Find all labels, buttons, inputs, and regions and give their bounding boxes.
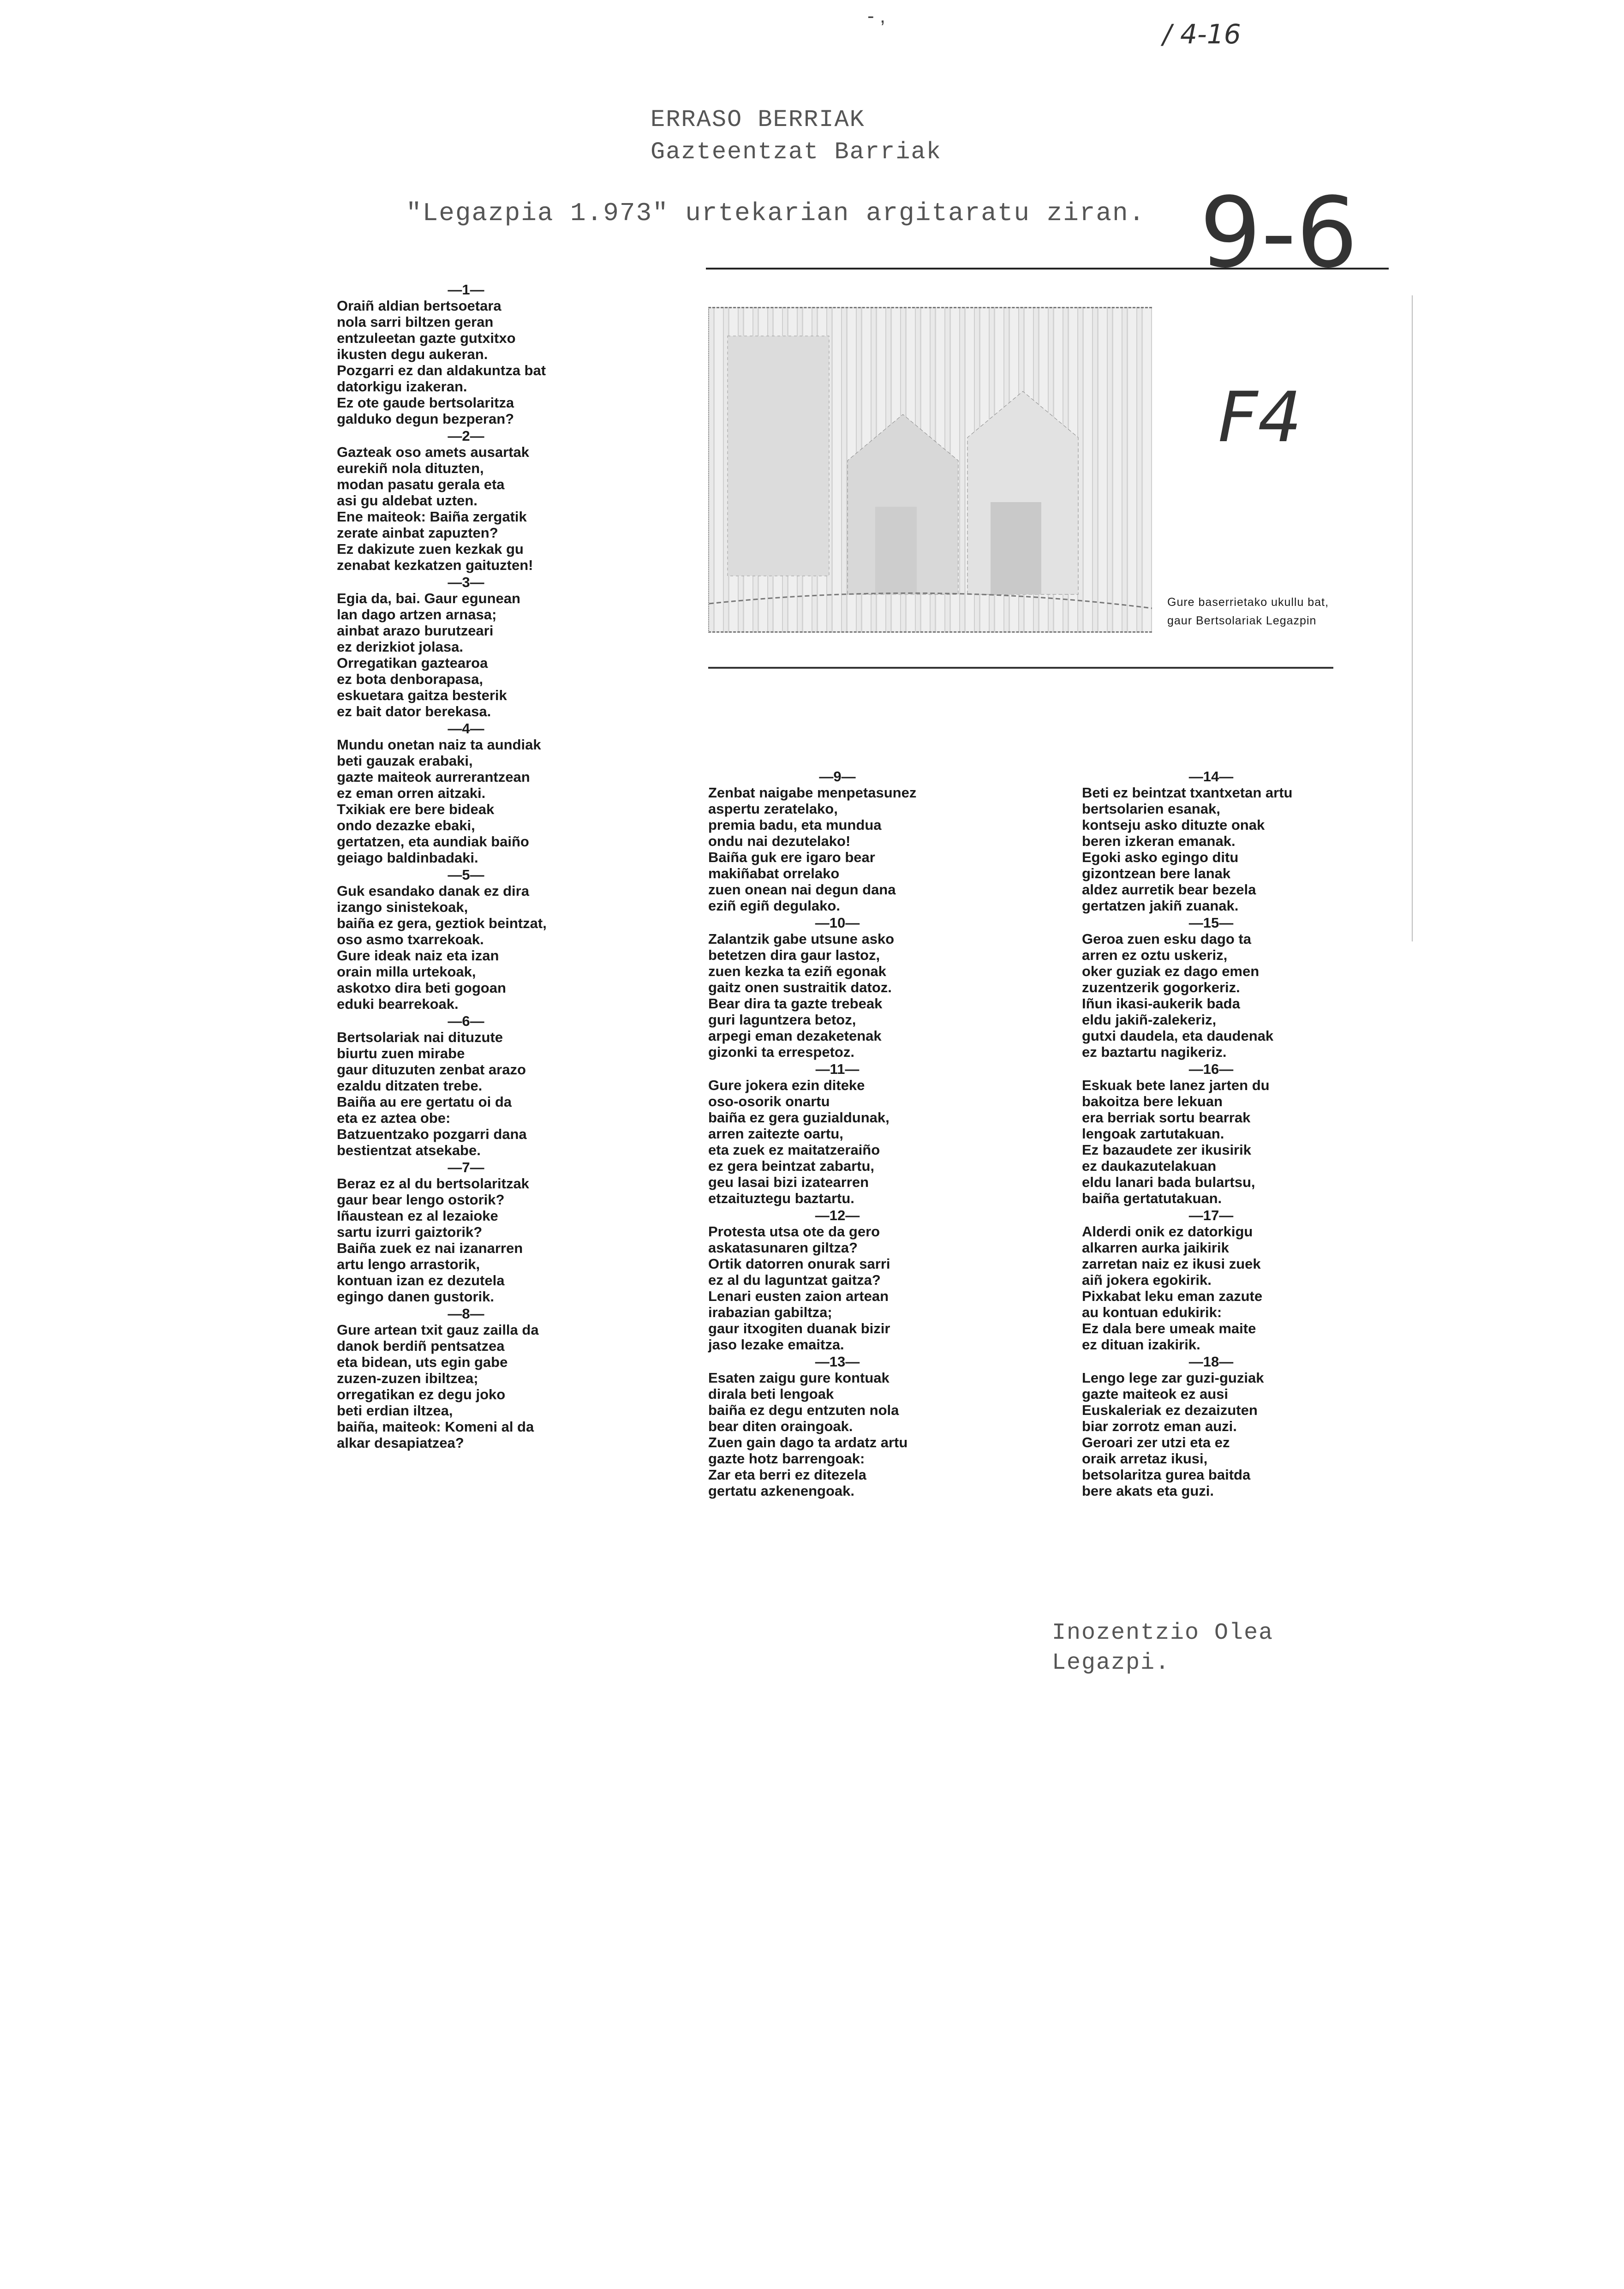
verse-line: eta ez aztea obe: (337, 1110, 451, 1126)
verse-number: —18— (1188, 1354, 1234, 1370)
verse (337, 1013, 595, 1158)
verse-number: —17— (1188, 1207, 1234, 1223)
header-rule (706, 268, 1389, 270)
scan-edge-line (1412, 295, 1413, 941)
verse-line: zarretan naiz ez ikusi zuek (1082, 1256, 1261, 1272)
verse-line: Oraiñ aldian bertsoetara (337, 298, 502, 314)
verse-line: artu lengo arrastorik, (337, 1256, 480, 1272)
verse-line: zuzentzerik gogorkeriz. (1082, 979, 1240, 995)
verse-line: Egoki asko egingo ditu (1082, 849, 1239, 865)
verse-line: biurtu zuen mirabe (337, 1045, 465, 1061)
verse-line: Esaten zaigu gure kontuak (708, 1370, 890, 1386)
verse-line: bear diten oraingoak. (708, 1418, 853, 1434)
verse-line: Zuen gain dago ta ardatz artu (708, 1434, 908, 1450)
verse-number: —4— (448, 720, 484, 737)
verse-line: zuzen-zuzen ibiltzea; (337, 1370, 478, 1386)
verse-line: Ortik datorren onurak sarri (708, 1256, 890, 1272)
verse-line: gertatzen, eta aundiak baiño (337, 833, 529, 850)
verse-number: —13— (815, 1354, 860, 1370)
verse-line: izango sinistekoak, (337, 899, 468, 915)
verse-line: dirala beti lengoak (708, 1386, 834, 1402)
verse-line: ez dituan izakirik. (1082, 1336, 1200, 1353)
verse-line: Zar eta berri ez ditezela (708, 1467, 866, 1483)
verse-line: egingo danen gustorik. (337, 1288, 495, 1305)
author-place: Legazpi. (1052, 1650, 1170, 1676)
verse-line: gaitz onen sustraitik datoz. (708, 979, 892, 995)
verse-line: zenabat kezkatzen gaituzten! (337, 557, 533, 573)
handwritten-number: 9-6 (1200, 176, 1358, 289)
verse-line: Txikiak ere bere bideak (337, 801, 495, 817)
verse-line: eta bidean, uts egin gabe (337, 1354, 508, 1370)
verse-number: —6— (448, 1013, 484, 1029)
verse-line: Lenari eusten zaion artean (708, 1288, 889, 1304)
verse-line: gazte hotz barrengoak: (708, 1450, 865, 1467)
verse-line: ezaldu ditzaten trebe. (337, 1078, 483, 1094)
top-mark: - , (867, 5, 886, 27)
verse-line: bertsolarien esanak, (1082, 801, 1220, 817)
verse-line: ez al du laguntzat gaitza? (708, 1272, 881, 1288)
verse (708, 915, 967, 1060)
verse (337, 428, 595, 573)
verse (1082, 915, 1340, 1060)
verse-line: aspertu zeratelako, (708, 801, 838, 817)
verse-line: entzuleetan gazte gutxitxo (337, 330, 516, 346)
verse (1082, 1354, 1340, 1499)
verse-line: asi gu aldebat uzten. (337, 492, 478, 509)
verse-line: orain milla urtekoak, (337, 964, 476, 980)
caption-line: gaur Bertsolariak Legazpin (1167, 614, 1317, 627)
verse-number: —1— (448, 282, 484, 298)
verse-number: —16— (1188, 1061, 1234, 1077)
verse (337, 720, 595, 866)
verse-line: makiñabat orrelako (708, 865, 840, 881)
verse-line: oker guziak ez dago emen (1082, 963, 1260, 979)
verse (337, 282, 595, 427)
verse-line: eta zuek ez maitatzeraiño (708, 1142, 880, 1158)
verse-line: askotxo dira beti gogoan (337, 980, 506, 996)
verse-line: baiña ez gera guzialdunak, (708, 1109, 890, 1126)
verse-line: Beraz ez al du bertsolaritzak (337, 1175, 529, 1192)
verse-line: Ez ote gaude bertsolaritza (337, 395, 514, 411)
verse-line: Baiña zuek ez nai izanarren (337, 1240, 523, 1256)
verse-line: beti erdian iltzea, (337, 1402, 453, 1419)
verse-line: eduki bearrekoak. (337, 996, 459, 1012)
verse-number: —8— (448, 1306, 484, 1322)
verse-line: ez daukazutelakuan (1082, 1158, 1217, 1174)
verse-line: Zalantzik gabe utsune asko (708, 931, 895, 947)
verse-line: gutxi daudela, eta daudenak (1082, 1028, 1274, 1044)
verse-line: biar zorrotz eman auzi. (1082, 1418, 1237, 1434)
verse-line: premia badu, eta mundua (708, 817, 882, 833)
verse-line: guri laguntzera betoz, (708, 1012, 856, 1028)
verse-line: eziñ egiñ degulako. (708, 898, 840, 914)
publication-note: "Legazpia 1.973" urtekarian argitaratu ziran. (406, 198, 1146, 228)
verse-line: oraik arretaz ikusi, (1082, 1450, 1208, 1467)
verse-line: zerate ainbat zapuzten? (337, 525, 498, 541)
verse-line: Iñun ikasi-aukerik bada (1082, 995, 1240, 1012)
header-title: ERRASO BERRIAK (651, 106, 865, 133)
verse-line: Euskaleriak ez dezaizuten (1082, 1402, 1258, 1418)
verse-line: baiña, maiteok: Komeni al da (337, 1419, 534, 1435)
verse-line: ez derizkiot jolasa. (337, 639, 463, 655)
verse (708, 1207, 967, 1353)
verse-line: gertatu azkenengoak. (708, 1483, 854, 1499)
verse-line: Batzuentzako pozgarri dana (337, 1126, 527, 1142)
verse-line: betsolaritza gurea baitda (1082, 1467, 1251, 1483)
verse-number: —3— (448, 574, 484, 590)
verse (337, 867, 595, 1012)
verse-column-3 (1082, 768, 1340, 1500)
verse-number: —15— (1188, 915, 1234, 931)
verse-line: ez bota denborapasa, (337, 671, 483, 687)
verse-number: —14— (1188, 768, 1234, 785)
verse-line: datorkigu izakeran. (337, 378, 467, 395)
verse-number: —5— (448, 867, 484, 883)
verse-line: Ene maiteok: Baiña zergatik (337, 509, 527, 525)
verse-line: eurekiñ nola dituzten, (337, 460, 484, 476)
verse-line: Mundu onetan naiz ta aundiak (337, 737, 541, 753)
verse-line: Ez bazaudete zer ikusirik (1082, 1142, 1251, 1158)
verse-line: Zenbat naigabe menpetasunez (708, 785, 917, 801)
verse-line: oso-osorik onartu (708, 1093, 830, 1109)
verse (1082, 768, 1340, 914)
verse-line: au kontuan edukirik: (1082, 1304, 1222, 1320)
verse-line: alkar desapiatzea? (337, 1435, 464, 1451)
verse-line: Gure ideak naiz eta izan (337, 947, 499, 964)
verse-line: zuen onean nai degun dana (708, 881, 896, 898)
verse-line: gizontzean bere lanak (1082, 865, 1231, 881)
verse-line: ondu nai dezutelako! (708, 833, 851, 849)
verse-line: oso asmo txarrekoak. (337, 931, 484, 947)
verse-line: baiña ez degu entzuten nola (708, 1402, 899, 1418)
verse-line: era berriak sortu bearrak (1082, 1109, 1251, 1126)
verse-line: arpegi eman dezaketenak (708, 1028, 882, 1044)
verse-line: baiña gertatutakuan. (1082, 1190, 1222, 1206)
verse-line: geiago baldinbadaki. (337, 850, 478, 866)
verse-line: nola sarri biltzen geran (337, 314, 494, 330)
verse-line: gazte maiteok aurrerantzean (337, 769, 530, 785)
verse-line: betetzen dira gaur lastoz, (708, 947, 880, 963)
verse-line: Guk esandako danak ez dira (337, 883, 529, 899)
verse-number: —9— (819, 768, 856, 785)
verse-line: ez gera beintzat zabartu, (708, 1158, 875, 1174)
verse-line: bere akats eta guzi. (1082, 1483, 1214, 1499)
verse-line: sartu izurri gaiztorik? (337, 1224, 483, 1240)
photo-sketch (709, 308, 1152, 631)
verse (708, 768, 967, 914)
verse-line: Gure jokera ezin diteke (708, 1077, 865, 1093)
verse-line: askatasunaren giltza? (708, 1240, 858, 1256)
verse-line: ez bait dator berekasa. (337, 703, 491, 719)
verse-line: Geroari zer utzi eta ez (1082, 1434, 1230, 1450)
verse-line: baiña ez gera, geztiok beintzat, (337, 915, 547, 931)
verse-line: gaur dituzuten zenbat arazo (337, 1061, 526, 1078)
verse (708, 1061, 967, 1206)
verse (1082, 1207, 1340, 1353)
verse-line: Ez dala bere umeak maite (1082, 1320, 1256, 1336)
verse-line: gaur bear lengo ostorik? (337, 1192, 505, 1208)
verse-line: ondo dezazke ebaki, (337, 817, 475, 833)
verse (337, 574, 595, 719)
author-name: Inozentzio Olea (1052, 1620, 1274, 1646)
section-rule (708, 667, 1333, 669)
handwritten-signature: F4 (1218, 378, 1302, 458)
verse-line: zuen kezka ta eziñ egonak (708, 963, 886, 979)
verse (337, 1306, 595, 1451)
verse-line: aiñ jokera egokirik. (1082, 1272, 1212, 1288)
verse (337, 1159, 595, 1305)
verse-line: Ez dakizute zuen kezkak gu (337, 541, 524, 557)
verse-line: lan dago artzen arnasa; (337, 606, 497, 623)
verse-line: bestientzat atsekabe. (337, 1142, 481, 1158)
verse-line: etzaituztegu baztartu. (708, 1190, 854, 1206)
verse-line: Iñaustean ez al lezaioke (337, 1208, 498, 1224)
verse-line: arren zaitezte oartu, (708, 1126, 843, 1142)
verse-line: orregatikan ez degu joko (337, 1386, 506, 1402)
verse-number: —12— (815, 1207, 860, 1223)
verse-line: arren ez oztu uskeriz, (1082, 947, 1228, 963)
verse-line: gizonki ta errespetoz. (708, 1044, 854, 1060)
verse-line: kontseju asko dituzte onak (1082, 817, 1265, 833)
verse-line: ez eman orren aitzaki. (337, 785, 486, 801)
verse-line: Gure artean txit gauz zailla da (337, 1322, 539, 1338)
verse-line: Eskuak bete lanez jarten du (1082, 1077, 1270, 1093)
verse-column-2 (708, 768, 967, 1500)
verse-line: Alderdi onik ez datorkigu (1082, 1223, 1253, 1240)
verse-line: ez baztartu nagikeriz. (1082, 1044, 1227, 1060)
verse-line: gaur itxogiten duanak bizir (708, 1320, 890, 1336)
verse-line: danok berdiñ pentsatzea (337, 1338, 505, 1354)
verse-line: gertatzen jakiñ zuanak. (1082, 898, 1239, 914)
verse-number: —2— (448, 428, 484, 444)
verse-line: Beti ez beintzat txantxetan artu (1082, 785, 1293, 801)
verse-number: —7— (448, 1159, 484, 1175)
verse-line: ikusten degu aukeran. (337, 346, 488, 362)
verse-line: lengoak zartutakuan. (1082, 1126, 1224, 1142)
verse-number: —11— (815, 1061, 860, 1077)
verse-number: —10— (815, 915, 860, 931)
verse (1082, 1061, 1340, 1206)
header-subtitle: Gazteentzat Barriak (651, 138, 942, 166)
verse-line: kontuan izan ez dezutela (337, 1272, 505, 1288)
verse-line: Lengo lege zar guzi-guziak (1082, 1370, 1264, 1386)
verse-line: Orregatikan gaztearoa (337, 655, 488, 671)
handwritten-reference: / 4-16 (1163, 18, 1241, 50)
verse-line: modan pasatu gerala eta (337, 476, 505, 492)
verse-line: geu lasai bizi izatearren (708, 1174, 869, 1190)
verse-line: aldez aurretik bear bezela (1082, 881, 1256, 898)
verse-line: Bertsolariak nai dituzute (337, 1029, 503, 1045)
verse (708, 1354, 967, 1499)
verse-line: gazte maiteok ez ausi (1082, 1386, 1229, 1402)
verse-line: jaso lezake emaitza. (708, 1336, 844, 1353)
photo-barn (708, 307, 1152, 633)
verse-line: irabazian gabiltza; (708, 1304, 832, 1320)
verse-line: Baiña au ere gertatu oi da (337, 1094, 512, 1110)
verse-line: galduko degun bezperan? (337, 411, 514, 427)
verse-column-1 (337, 282, 595, 1452)
verse-line: Pixkabat leku eman zazute (1082, 1288, 1263, 1304)
verse-line: eldu lanari bada bulartsu, (1082, 1174, 1255, 1190)
verse-line: Gazteak oso amets ausartak (337, 444, 529, 460)
caption-line: Gure baserrietako ukullu bat, (1167, 596, 1329, 609)
verse-line: ainbat arazo burutzeari (337, 623, 494, 639)
verse-line: Baiña guk ere igaro bear (708, 849, 875, 865)
verse-line: bakoitza bere lekuan (1082, 1093, 1223, 1109)
verse-line: Egia da, bai. Gaur egunean (337, 590, 520, 606)
verse-line: Geroa zuen esku dago ta (1082, 931, 1251, 947)
verse-line: Pozgarri ez dan aldakuntza bat (337, 362, 546, 378)
verse-line: alkarren aurka jaikirik (1082, 1240, 1229, 1256)
verse-line: Bear dira ta gazte trebeak (708, 995, 883, 1012)
verse-line: eskuetara gaitza besterik (337, 687, 507, 703)
verse-line: eldu jakiñ-zalekeriz, (1082, 1012, 1217, 1028)
photo-caption (1167, 593, 1384, 630)
verse-line: beren izkeran emanak. (1082, 833, 1236, 849)
verse-line: Protesta utsa ote da gero (708, 1223, 880, 1240)
verse-line: beti gauzak erabaki, (337, 753, 473, 769)
